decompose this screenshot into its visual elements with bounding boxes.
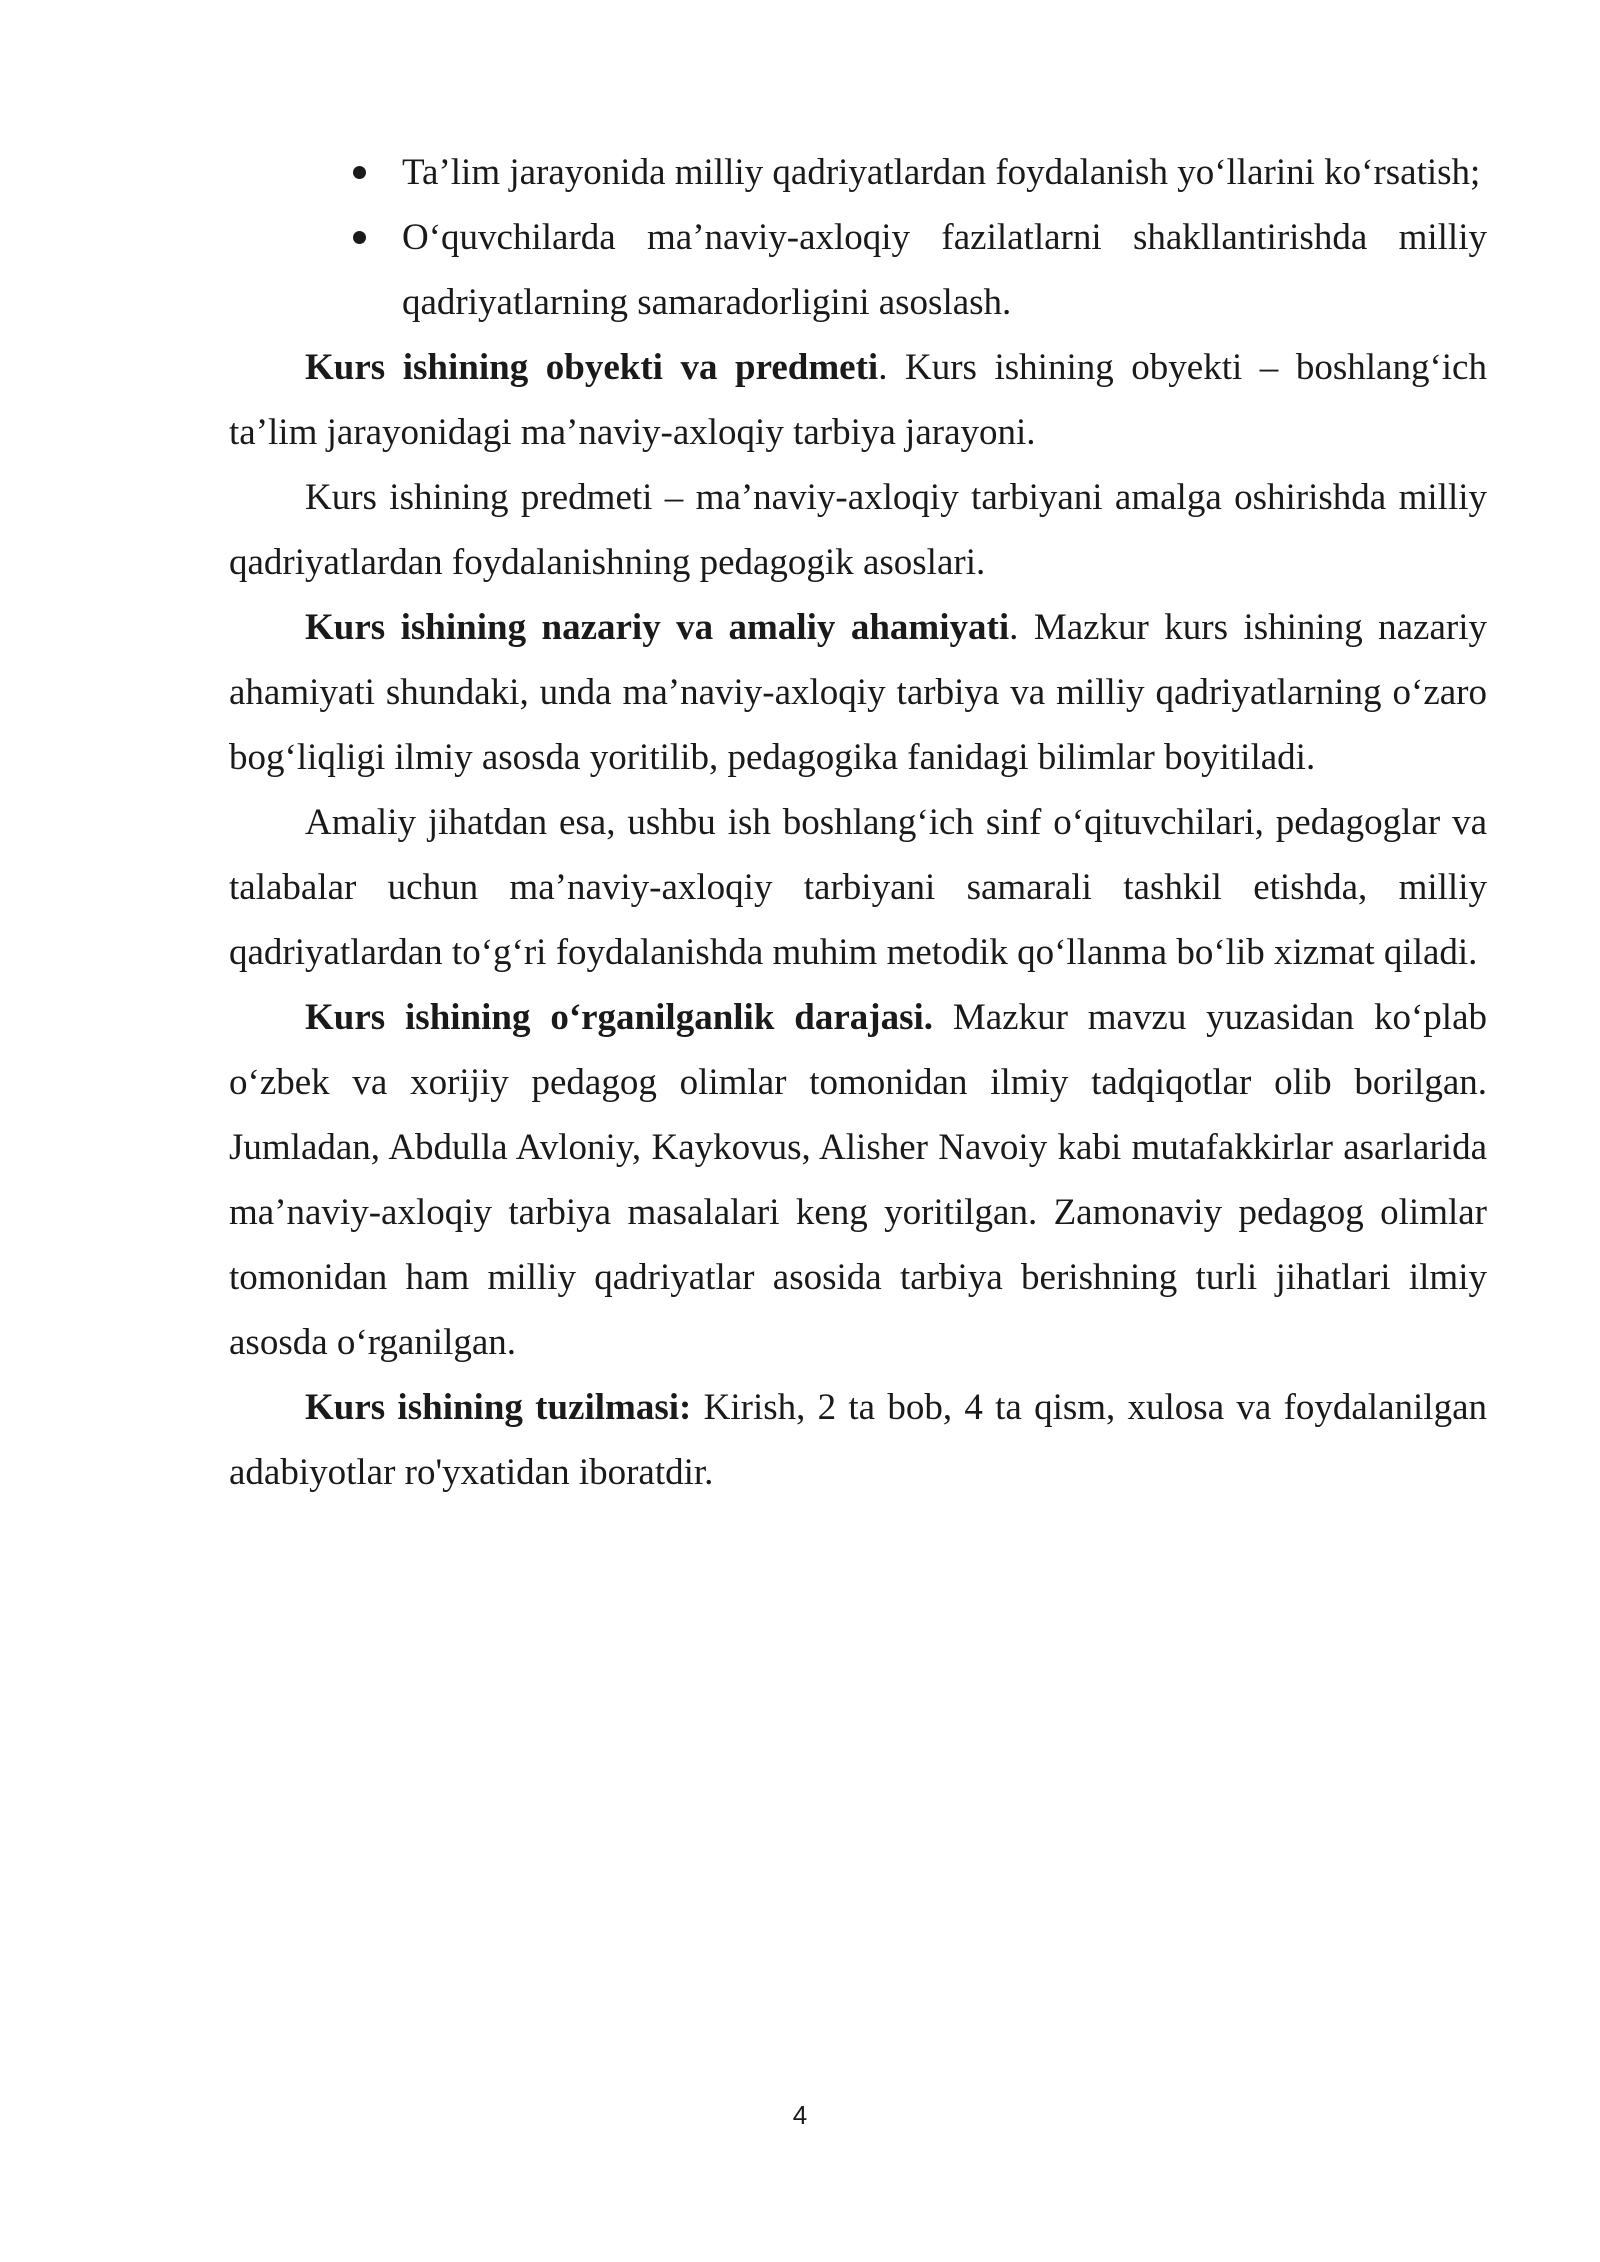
paragraph-significance [229, 595, 1487, 790]
paragraph-text: Kirish, 2 ta bob, 4 ta qism, xulosa va foydalanilgan adabiyotlar ro'yxatidan iboratdir. [229, 1387, 1487, 1493]
paragraph-heading: Kurs ishining tuzilmasi: [305, 1387, 692, 1428]
paragraph-heading: Kurs ishining nazariy va amaliy ahamiyati [305, 607, 1010, 648]
paragraph-text: Mazkur mavzu yuzasidan ko‘plab o‘zbek va xorijiy pedagog olimlar tomonidan ilmiy tadqiqotlar olib borilgan. Jumladan, Abdulla Avloniy, Kaykovus, Alisher Navoiy kabi mutafakkirlar asarlarida ma’naviy-axloqiy tarbiya masalalari keng yoritilgan. Zamonaviy pedagog olimlar tomonidan ham milliy qadriyatlar asosida tarbiya berishning turli jihatlari ilmiy asosda o‘rganilgan. [229, 997, 1487, 1363]
bullet-text: Ta’lim jarayonida milliy qadriyatlardan foydalanish yo‘llarini ko‘rsatish; [402, 152, 1481, 193]
paragraph-object-subject [229, 335, 1487, 465]
paragraph-structure [229, 1375, 1487, 1505]
paragraph-text: . Kurs ishining obyekti – boshlang‘ich ta’lim jarayonidagi ma’naviy-axloqiy tarbiya jarayoni. [229, 347, 1487, 453]
list-item [229, 140, 1487, 205]
bullet-icon [353, 231, 366, 244]
list-item [229, 205, 1487, 335]
bullet-text: O‘quvchilarda ma’naviy-axloqiy fazilatlarni shakllantirishda milliy qadriyatlarning samaradorligini asoslash. [402, 217, 1487, 323]
bullet-list [229, 140, 1487, 335]
bullet-icon [353, 166, 366, 179]
paragraph-text: Amaliy jihatdan esa, ushbu ish boshlang‘ich sinf o‘qituvchilari, pedagoglar va talabalar uchun ma’naviy-axloqiy tarbiyani samarali tashkil etishda, milliy qadriyatlardan to‘g‘ri foydalanishda muhim metodik qo‘llanma bo‘lib xizmat qiladi. [229, 802, 1487, 973]
paragraph-text: . Mazkur kurs ishining nazariy ahamiyati shundaki, unda ma’naviy-axloqiy tarbiya va milliy qadriyatlarning o‘zaro bog‘liqligi ilmiy asosda yoritilib, pedagogika fanidagi bilimlar boyitiladi. [229, 607, 1487, 778]
document-body [229, 140, 1487, 1505]
paragraph-heading: Kurs ishining obyekti va predmeti [305, 347, 879, 388]
page-number: 4 [792, 2100, 808, 2130]
paragraph-heading: Kurs ishining o‘rganilganlik darajasi. [305, 997, 933, 1038]
paragraph-practical [229, 790, 1487, 985]
paragraph-study-level [229, 985, 1487, 1375]
paragraph-text: Kurs ishining predmeti – ma’naviy-axloqiy tarbiyani amalga oshirishda milliy qadriyatlardan foydalanishning pedagogik asoslari. [229, 477, 1487, 583]
paragraph-subject [229, 465, 1487, 595]
